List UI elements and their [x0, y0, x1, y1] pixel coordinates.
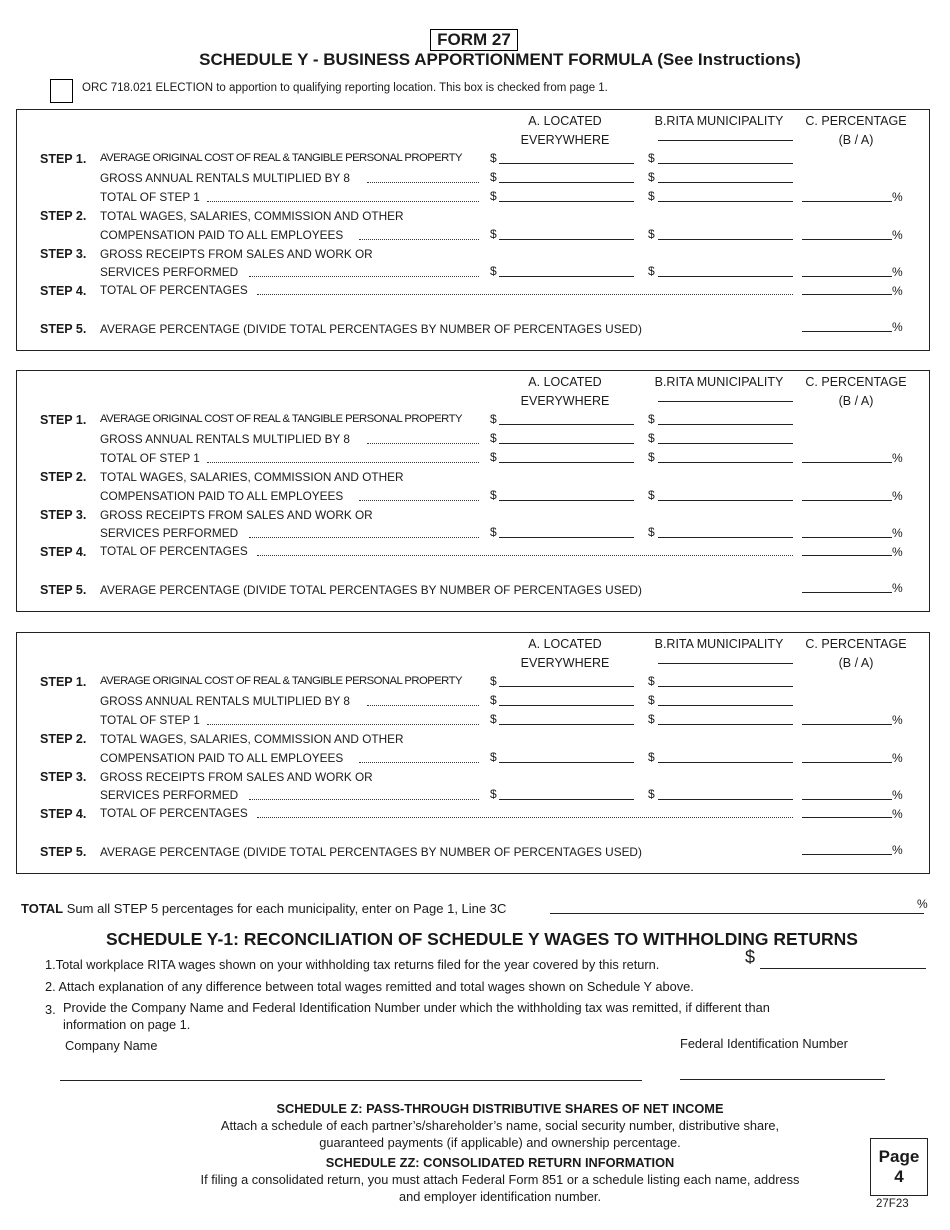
- apportionment-panel-1: [16, 109, 930, 351]
- fein-field[interactable]: [680, 1079, 885, 1080]
- leader-dots: [367, 705, 479, 706]
- col-c-header-line2: (B / A): [838, 394, 874, 408]
- dollar-sign: $: [490, 412, 497, 426]
- dollar-sign: $: [648, 412, 655, 426]
- step-2-label: STEP 2.: [40, 209, 87, 223]
- total-percentage-field[interactable]: [550, 913, 924, 914]
- dollar-sign: $: [490, 189, 497, 203]
- step-3-receipts-label-line2: SERVICES PERFORMED: [100, 526, 239, 540]
- dollar-sign: $: [648, 693, 655, 707]
- col-c-header-line1: C. PERCENTAGE: [805, 375, 907, 389]
- step-5-label: STEP 5.: [40, 583, 87, 597]
- form-code: 27F23: [876, 1198, 909, 1210]
- page-label: Page: [878, 1147, 920, 1166]
- step-2-wages-label-line2: COMPENSATION PAID TO ALL EMPLOYEES: [100, 751, 344, 765]
- municipality-name-field[interactable]: [658, 401, 793, 402]
- step-3-percentage-field[interactable]: [802, 799, 892, 800]
- percent-sign: %: [892, 451, 903, 465]
- municipality-name-field[interactable]: [658, 140, 793, 141]
- dollar-sign: $: [490, 712, 497, 726]
- dollar-sign: $: [490, 674, 497, 688]
- municipality-name-field[interactable]: [658, 663, 793, 664]
- total-label: TOTAL: [21, 901, 64, 916]
- y1-item-2: 2. Attach explanation of any difference between total wages remitted and total wages shown on Schedule Y above.: [45, 979, 694, 994]
- percent-sign: %: [892, 545, 903, 559]
- col-b-header: B.RITA MUNICIPALITY: [654, 114, 784, 128]
- leader-dots: [257, 294, 793, 295]
- step-4-total-pct-label: TOTAL OF PERCENTAGES: [100, 806, 248, 820]
- percent-sign: %: [892, 284, 903, 298]
- step-1-total-municipality-field[interactable]: [658, 724, 793, 725]
- form-label: FORM 27: [430, 29, 518, 51]
- step-4-total-pct-label: TOTAL OF PERCENTAGES: [100, 544, 248, 558]
- step-4-label: STEP 4.: [40, 807, 87, 821]
- step-1-label: STEP 1.: [40, 413, 87, 427]
- apportionment-panel-3: [16, 632, 930, 874]
- rentals-municipality-field[interactable]: [658, 182, 793, 183]
- step-5-label: STEP 5.: [40, 845, 87, 859]
- percent-sign: %: [892, 265, 903, 279]
- step-1-rentals-label: GROSS ANNUAL RENTALS MULTIPLIED BY 8: [100, 432, 350, 446]
- dollar-sign: $: [648, 712, 655, 726]
- percent-sign: %: [892, 713, 903, 727]
- property-everywhere-field[interactable]: [499, 686, 634, 687]
- step-4-total-pct-label: TOTAL OF PERCENTAGES: [100, 283, 248, 297]
- col-a-header-line1: A. LOCATED: [528, 114, 602, 128]
- wages-everywhere-field[interactable]: [499, 500, 634, 501]
- step-5-average-label: AVERAGE PERCENTAGE (DIVIDE TOTAL PERCENTAGES BY NUMBER OF PERCENTAGES USED): [100, 583, 642, 597]
- col-a-header-line1: A. LOCATED: [528, 375, 602, 389]
- step-2-percentage-field[interactable]: [802, 500, 892, 501]
- step-3-label: STEP 3.: [40, 508, 87, 522]
- step-4-percentage-field[interactable]: [802, 555, 892, 556]
- col-c-header-line1: C. PERCENTAGE: [805, 637, 907, 651]
- receipts-municipality-field[interactable]: [658, 276, 793, 277]
- step-1-percentage-field[interactable]: [802, 462, 892, 463]
- step-1-property-label: AVERAGE ORIGINAL COST OF REAL & TANGIBLE PERSONAL PROPERTY: [100, 152, 462, 164]
- schedule-title: SCHEDULE Y - BUSINESS APPORTIONMENT FORMULA (See Instructions): [199, 50, 801, 69]
- wages-municipality-field[interactable]: [658, 500, 793, 501]
- company-name-label: Company Name: [65, 1038, 158, 1053]
- leader-dots: [249, 799, 479, 800]
- dollar-sign: $: [648, 189, 655, 203]
- election-checkbox[interactable]: [50, 79, 73, 103]
- wages-municipality-field[interactable]: [658, 239, 793, 240]
- percent-sign: %: [892, 489, 903, 503]
- percent-sign: %: [892, 581, 903, 595]
- wages-everywhere-field[interactable]: [499, 239, 634, 240]
- col-c-header-line1: C. PERCENTAGE: [805, 114, 907, 128]
- step-1-total-label: TOTAL OF STEP 1: [100, 713, 200, 727]
- schedule-z-line1: Attach a schedule of each partner’s/shareholder’s name, social security number, distributive share,: [220, 1118, 780, 1133]
- step-5-percentage-field[interactable]: [802, 854, 892, 855]
- property-municipality-field[interactable]: [658, 424, 793, 425]
- rentals-municipality-field[interactable]: [658, 443, 793, 444]
- leader-dots: [257, 555, 793, 556]
- step-1-total-everywhere-field[interactable]: [499, 724, 634, 725]
- step-2-wages-label-line2: COMPENSATION PAID TO ALL EMPLOYEES: [100, 489, 344, 503]
- receipts-everywhere-field[interactable]: [499, 799, 634, 800]
- dollar-sign: $: [490, 170, 497, 184]
- rentals-everywhere-field[interactable]: [499, 705, 634, 706]
- step-1-percentage-field[interactable]: [802, 724, 892, 725]
- step-3-label: STEP 3.: [40, 770, 87, 784]
- y1-item-3-line1: Provide the Company Name and Federal Identification Number under which the withholding tax was remitted, if different than: [63, 1000, 770, 1015]
- step-5-average-label: AVERAGE PERCENTAGE (DIVIDE TOTAL PERCENTAGES BY NUMBER OF PERCENTAGES USED): [100, 845, 642, 859]
- schedule-zz-title: SCHEDULE ZZ: CONSOLIDATED RETURN INFORMATION: [325, 1155, 675, 1170]
- step-5-percentage-field[interactable]: [802, 592, 892, 593]
- step-1-total-label: TOTAL OF STEP 1: [100, 190, 200, 204]
- schedule-z-line2: guaranteed payments (if applicable) and ownership percentage.: [319, 1135, 681, 1150]
- rentals-municipality-field[interactable]: [658, 705, 793, 706]
- step-1-total-municipality-field[interactable]: [658, 201, 793, 202]
- dollar-sign: $: [490, 431, 497, 445]
- step-2-label: STEP 2.: [40, 470, 87, 484]
- y1-item-3-number: 3.: [45, 1002, 56, 1017]
- dollar-sign: $: [745, 947, 756, 967]
- total-line: [21, 901, 506, 916]
- dollar-sign: $: [648, 151, 655, 165]
- step-3-percentage-field[interactable]: [802, 276, 892, 277]
- leader-dots: [367, 443, 479, 444]
- rentals-everywhere-field[interactable]: [499, 182, 634, 183]
- step-2-percentage-field[interactable]: [802, 239, 892, 240]
- dollar-sign: $: [490, 750, 497, 764]
- step-1-label: STEP 1.: [40, 675, 87, 689]
- step-1-percentage-field[interactable]: [802, 201, 892, 202]
- step-2-wages-label-line1: TOTAL WAGES, SALARIES, COMMISSION AND OTHER: [100, 732, 404, 746]
- leader-dots: [359, 239, 479, 240]
- step-3-label: STEP 3.: [40, 247, 87, 261]
- dollar-sign: $: [490, 787, 497, 801]
- step-2-label: STEP 2.: [40, 732, 87, 746]
- dollar-sign: $: [648, 750, 655, 764]
- step-5-percentage-field[interactable]: [802, 331, 892, 332]
- step-4-percentage-field[interactable]: [802, 817, 892, 818]
- percent-sign: %: [892, 843, 903, 857]
- schedule-zz-line2: and employer identification number.: [398, 1189, 602, 1204]
- leader-dots: [207, 462, 479, 463]
- page-number: 4: [894, 1167, 904, 1186]
- percent-sign: %: [892, 526, 903, 540]
- wages-municipality-field[interactable]: [658, 762, 793, 763]
- page-number-box: [870, 1138, 928, 1196]
- col-b-header: B.RITA MUNICIPALITY: [654, 375, 784, 389]
- col-c-header-line2: (B / A): [838, 133, 874, 147]
- step-3-receipts-label-line1: GROSS RECEIPTS FROM SALES AND WORK OR: [100, 508, 373, 522]
- company-name-field[interactable]: [60, 1080, 642, 1081]
- percent-sign: %: [892, 807, 903, 821]
- y1-item-1: 1.Total workplace RITA wages shown on your withholding tax returns filed for the year covered by this return.: [45, 957, 660, 972]
- percent-sign: %: [892, 751, 903, 765]
- dollar-sign: $: [648, 264, 655, 278]
- step-2-wages-label-line1: TOTAL WAGES, SALARIES, COMMISSION AND OTHER: [100, 470, 404, 484]
- property-everywhere-field[interactable]: [499, 424, 634, 425]
- leader-dots: [249, 276, 479, 277]
- schedule-z-title: SCHEDULE Z: PASS-THROUGH DISTRIBUTIVE SHARES OF NET INCOME: [276, 1101, 724, 1116]
- step-3-receipts-label-line2: SERVICES PERFORMED: [100, 788, 239, 802]
- leader-dots: [257, 817, 793, 818]
- property-municipality-field[interactable]: [658, 686, 793, 687]
- percent-sign: %: [892, 788, 903, 802]
- step-4-percentage-field[interactable]: [802, 294, 892, 295]
- dollar-sign: $: [648, 525, 655, 539]
- col-a-header-line2: EVERYWHERE: [520, 656, 610, 670]
- schedule-zz-line1: If filing a consolidated return, you must attach Federal Form 851 or a schedule listing each name, address: [200, 1172, 800, 1187]
- percent-sign: %: [892, 320, 903, 334]
- dollar-sign: $: [648, 170, 655, 184]
- wages-everywhere-field[interactable]: [499, 762, 634, 763]
- step-2-wages-label-line1: TOTAL WAGES, SALARIES, COMMISSION AND OTHER: [100, 209, 404, 223]
- dollar-sign: $: [648, 431, 655, 445]
- step-1-property-label: AVERAGE ORIGINAL COST OF REAL & TANGIBLE PERSONAL PROPERTY: [100, 413, 462, 425]
- dollar-sign: $: [648, 674, 655, 688]
- col-a-header-line2: EVERYWHERE: [520, 133, 610, 147]
- rentals-everywhere-field[interactable]: [499, 443, 634, 444]
- step-1-rentals-label: GROSS ANNUAL RENTALS MULTIPLIED BY 8: [100, 694, 350, 708]
- receipts-municipality-field[interactable]: [658, 537, 793, 538]
- y1-item-3-line2: information on page 1.: [63, 1017, 191, 1032]
- dollar-sign: $: [648, 450, 655, 464]
- step-5-label: STEP 5.: [40, 322, 87, 336]
- fein-label: Federal Identification Number: [680, 1036, 848, 1051]
- step-1-property-label: AVERAGE ORIGINAL COST OF REAL & TANGIBLE PERSONAL PROPERTY: [100, 675, 462, 687]
- dollar-sign: $: [490, 450, 497, 464]
- step-2-wages-label-line2: COMPENSATION PAID TO ALL EMPLOYEES: [100, 228, 344, 242]
- leader-dots: [359, 500, 479, 501]
- leader-dots: [367, 182, 479, 183]
- step-2-percentage-field[interactable]: [802, 762, 892, 763]
- dollar-sign: $: [490, 488, 497, 502]
- step-1-rentals-label: GROSS ANNUAL RENTALS MULTIPLIED BY 8: [100, 171, 350, 185]
- step-1-total-everywhere-field[interactable]: [499, 201, 634, 202]
- percent-sign: %: [892, 228, 903, 242]
- apportionment-panel-2: [16, 370, 930, 612]
- step-3-receipts-label-line1: GROSS RECEIPTS FROM SALES AND WORK OR: [100, 247, 373, 261]
- schedule-y1-title: SCHEDULE Y-1: RECONCILIATION OF SCHEDULE Y WAGES TO WITHHOLDING RETURNS: [106, 929, 858, 949]
- percent-sign: %: [892, 190, 903, 204]
- dollar-sign: $: [648, 227, 655, 241]
- step-3-receipts-label-line1: GROSS RECEIPTS FROM SALES AND WORK OR: [100, 770, 373, 784]
- receipts-everywhere-field[interactable]: [499, 276, 634, 277]
- leader-dots: [207, 201, 479, 202]
- col-b-header: B.RITA MUNICIPALITY: [654, 637, 784, 651]
- step-5-average-label: AVERAGE PERCENTAGE (DIVIDE TOTAL PERCENTAGES BY NUMBER OF PERCENTAGES USED): [100, 322, 642, 336]
- receipts-municipality-field[interactable]: [658, 799, 793, 800]
- dollar-sign: $: [490, 151, 497, 165]
- leader-dots: [207, 724, 479, 725]
- col-c-header-line2: (B / A): [838, 656, 874, 670]
- dollar-sign: $: [648, 488, 655, 502]
- dollar-sign: $: [490, 264, 497, 278]
- leader-dots: [249, 537, 479, 538]
- percent-sign: %: [917, 897, 928, 911]
- step-4-label: STEP 4.: [40, 545, 87, 559]
- property-municipality-field[interactable]: [658, 163, 793, 164]
- rita-wages-field[interactable]: [760, 968, 926, 969]
- election-text: ORC 718.021 ELECTION to apportion to qualifying reporting location. This box is checked from page 1.: [82, 82, 608, 94]
- step-1-total-municipality-field[interactable]: [658, 462, 793, 463]
- dollar-sign: $: [490, 525, 497, 539]
- step-1-total-everywhere-field[interactable]: [499, 462, 634, 463]
- col-a-header-line1: A. LOCATED: [528, 637, 602, 651]
- step-3-percentage-field[interactable]: [802, 537, 892, 538]
- leader-dots: [359, 762, 479, 763]
- property-everywhere-field[interactable]: [499, 163, 634, 164]
- dollar-sign: $: [490, 693, 497, 707]
- step-4-label: STEP 4.: [40, 284, 87, 298]
- step-3-receipts-label-line2: SERVICES PERFORMED: [100, 265, 239, 279]
- dollar-sign: $: [490, 227, 497, 241]
- receipts-everywhere-field[interactable]: [499, 537, 634, 538]
- step-1-label: STEP 1.: [40, 152, 87, 166]
- step-1-total-label: TOTAL OF STEP 1: [100, 451, 200, 465]
- dollar-sign: $: [648, 787, 655, 801]
- total-text: Sum all STEP 5 percentages for each municipality, enter on Page 1, Line 3C: [66, 901, 507, 916]
- col-a-header-line2: EVERYWHERE: [520, 394, 610, 408]
